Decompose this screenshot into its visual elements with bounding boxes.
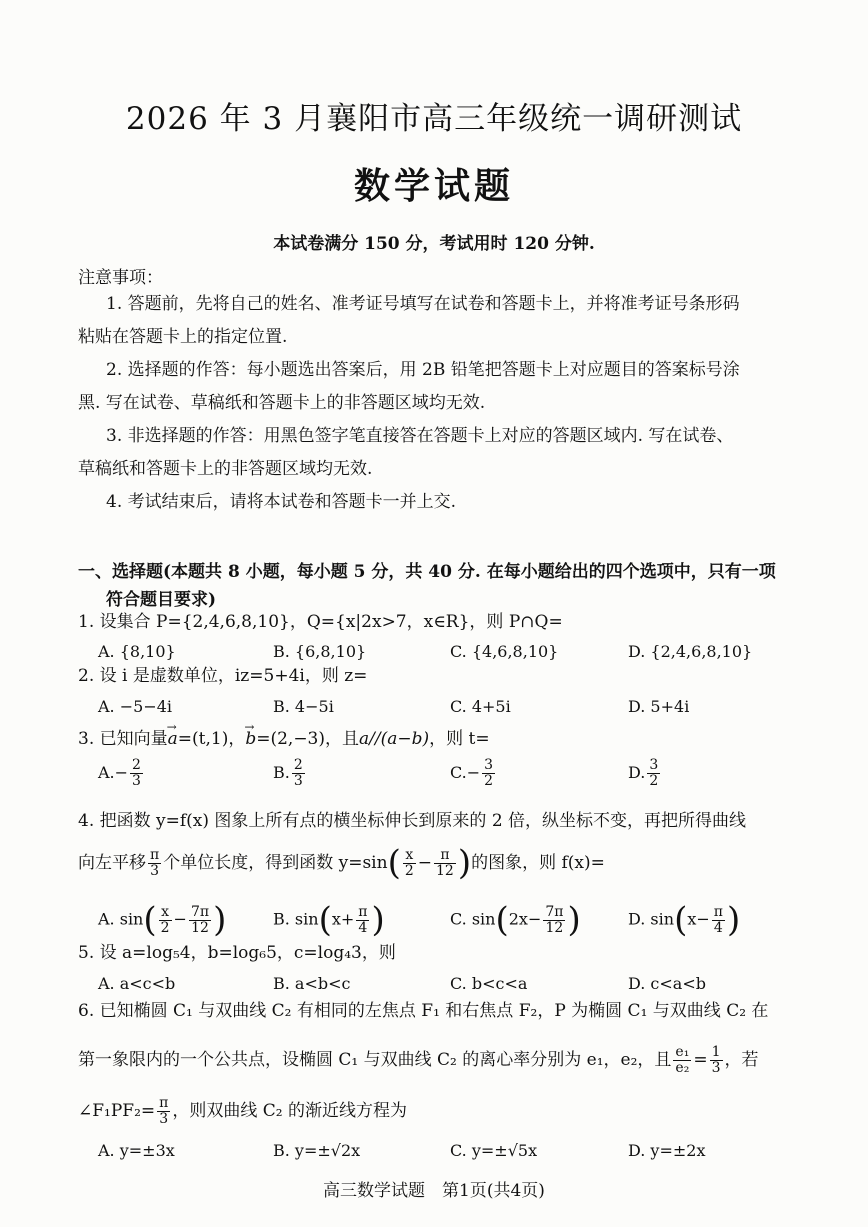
paren-left: ( xyxy=(495,900,509,940)
fraction xyxy=(159,905,172,936)
numerator: 2 xyxy=(132,757,141,773)
denominator: 12 xyxy=(191,919,209,936)
fraction xyxy=(148,848,161,879)
q4-option-a xyxy=(98,900,226,940)
numerator: 1 xyxy=(711,1044,721,1060)
fraction xyxy=(292,758,305,789)
numerator: 2 xyxy=(293,757,303,773)
fraction xyxy=(710,1045,723,1076)
question-1-stem: 1. 设集合 P={2,4,6,8,10}，Q={x|2x>7，x∈R}，则 P∩Q= xyxy=(78,612,563,632)
paren-right: ) xyxy=(726,900,741,940)
numerator: 3 xyxy=(484,757,494,773)
q1-option-b: B. {6,8,10} xyxy=(273,642,367,661)
q3-stem-mid2: =(2,−3)，且 xyxy=(256,729,360,749)
page-footer: 高三数学试题 第1页(共4页) xyxy=(323,1181,545,1201)
paren-left: ( xyxy=(318,900,332,940)
q3-stem-pre: 3. 已知向量 xyxy=(78,729,168,749)
fraction xyxy=(130,758,143,789)
denominator: 3 xyxy=(132,773,141,789)
numerator: π xyxy=(434,848,456,864)
option-expr: x− xyxy=(687,909,710,929)
paren-left: ( xyxy=(143,900,157,940)
numerator: π xyxy=(713,903,723,920)
option-sign: − xyxy=(466,763,481,782)
notice-line: 3. 非选择题的作答：用黑色签字笔直接答在答题卡上对应的答题区域内. 写在试卷、 xyxy=(106,426,734,446)
numerator: e₁ xyxy=(675,1044,690,1060)
notice-title: 注意事项： xyxy=(78,268,163,288)
q2-option-d: D. 5+4i xyxy=(628,697,690,716)
q2-option-a: A. −5−4i xyxy=(98,697,173,716)
q4-option-b xyxy=(273,900,385,940)
fraction xyxy=(403,848,416,879)
q3-option-b xyxy=(273,758,307,789)
question-6-line3 xyxy=(78,1096,407,1127)
denominator: 4 xyxy=(358,919,368,936)
fraction xyxy=(189,905,211,936)
exam-info: 本试卷满分 150 分，考试用时 120 分钟. xyxy=(273,234,595,254)
option-label: A. xyxy=(98,763,115,782)
q3-option-c xyxy=(450,758,497,789)
paren-right: ) xyxy=(457,843,472,883)
numerator: π xyxy=(150,847,160,863)
option-label: B. xyxy=(273,763,290,782)
option-label: D. xyxy=(628,763,646,782)
question-6-line1: 6. 已知椭圆 C₁ 与双曲线 C₂ 有相同的左焦点 F₁ 和右焦点 F₂，P 为椭圆 C₁ 与双曲线 C₂ 在 xyxy=(78,1001,769,1021)
q5-option-c: C. b<c<a xyxy=(450,974,528,993)
option-sign: − xyxy=(114,763,129,782)
q5-option-a: A. a<c<b xyxy=(98,974,176,993)
denominator: 3 xyxy=(711,1060,721,1076)
fraction xyxy=(712,905,725,936)
q2-option-b: B. 4−5i xyxy=(273,697,334,716)
q6-option-a: A. y=±3x xyxy=(98,1141,175,1160)
denominator: 2 xyxy=(484,773,494,789)
option-label: C. sin xyxy=(450,909,496,929)
option-label: B. sin xyxy=(273,909,319,929)
paren-left: ( xyxy=(674,900,688,940)
q3-parallel-expr: a//(a−b) xyxy=(359,729,430,749)
denominator: 3 xyxy=(159,1111,169,1127)
fraction xyxy=(543,905,565,936)
option-label: D. sin xyxy=(628,909,675,929)
q4-option-c xyxy=(450,900,581,940)
q6-text: 第一象限内的一个公共点，设椭圆 C₁ 与双曲线 C₂ 的离心率分别为 e₁，e₂，且 xyxy=(78,1050,672,1070)
denominator: 2 xyxy=(404,863,414,879)
q1-option-d: D. {2,4,6,8,10} xyxy=(628,642,753,661)
operator: − xyxy=(173,909,187,929)
notice-line: 1. 答题前，先将自己的姓名、准考证号填写在试卷和答题卡上，并将准考证号条形码 xyxy=(106,294,740,314)
denominator: 2 xyxy=(649,773,659,789)
question-3-stem xyxy=(78,731,490,748)
option-label: A. sin xyxy=(98,909,144,929)
q6-option-c: C. y=±√5x xyxy=(450,1141,538,1160)
q1-option-a: A. {8,10} xyxy=(98,642,176,661)
notice-line: 4. 考试结束后，请将本试卷和答题卡一并上交. xyxy=(106,492,457,512)
vector-a: → a xyxy=(168,731,178,748)
question-4-line1: 4. 把函数 y=f(x) 图象上所有点的横坐标伸长到原来的 2 倍，纵坐标不变，再把所得曲线 xyxy=(78,811,747,831)
q6-option-b: B. y=±√2x xyxy=(273,1141,361,1160)
q4-text: 的图象，则 f(x)= xyxy=(471,853,605,873)
exam-subtitle: 数学试题 xyxy=(353,165,514,207)
numerator: 7π xyxy=(545,903,564,920)
q4-option-d xyxy=(628,900,740,940)
denominator: 12 xyxy=(545,919,564,936)
q4-text: 向左平移 xyxy=(78,853,146,873)
paren-right: ) xyxy=(371,900,385,940)
q6-option-d: D. y=±2x xyxy=(628,1141,706,1160)
option-label: C. xyxy=(450,763,467,782)
notice-line: 粘贴在答题卡上的指定位置. xyxy=(78,327,288,347)
option-expr: x+ xyxy=(331,909,355,929)
fraction xyxy=(434,848,456,879)
q6-text: ，则双曲线 C₂ 的渐近线方程为 xyxy=(172,1101,407,1121)
question-2-stem: 2. 设 i 是虚数单位，iz=5+4i，则 z= xyxy=(78,666,368,686)
section-heading: 一、选择题(本题共 8 小题，每小题 5 分，共 40 分. 在每小题给出的四个选项中，只有一项 xyxy=(78,562,776,582)
denominator: 3 xyxy=(293,773,303,789)
numerator: x xyxy=(159,905,172,921)
numerator: 7π xyxy=(190,903,210,920)
notice-line: 草稿纸和答题卡上的非答题区域均无效. xyxy=(78,459,373,479)
vector-b: → b xyxy=(245,731,256,748)
q3-stem-end: ，则 t= xyxy=(429,729,490,749)
exam-title: 2026 年 3 月襄阳市高三年级统一调研测试 xyxy=(125,101,743,137)
operator: = xyxy=(693,1050,708,1070)
paren-left: ( xyxy=(387,843,401,883)
q6-text: ，若 xyxy=(724,1050,759,1070)
q3-option-d xyxy=(628,758,662,789)
q3-option-a xyxy=(98,758,145,789)
fraction xyxy=(157,1096,170,1127)
question-4-line2: 向左平移 $\frac{\pi}{3}$ 个单位长度，得到函数 y=sin( $\frac{x}{2}$ − $\frac{\pi}{12}$ )的图象，则 f(x)= xyxy=(78,843,605,883)
notice-line: 2. 选择题的作答：每小题选出答案后，用 2B 铅笔把答题卡上对应题目的答案标号涂 xyxy=(106,360,740,380)
denominator: 2 xyxy=(160,919,170,936)
denominator: 3 xyxy=(150,863,160,879)
notice-line: 黑. 写在试卷、草稿纸和答题卡上的非答题区域均无效. xyxy=(78,393,486,413)
denominator: 12 xyxy=(436,863,454,879)
fraction xyxy=(356,905,369,936)
numerator: π xyxy=(159,1095,169,1111)
paren-right: ) xyxy=(567,900,581,940)
denominator: e₂ xyxy=(675,1060,690,1076)
paren-right: ) xyxy=(213,900,227,940)
denominator: 4 xyxy=(713,919,723,936)
q1-option-c: C. {4,6,8,10} xyxy=(450,642,559,661)
q5-option-d: D. c<a<b xyxy=(628,974,706,993)
q3-stem-mid1: =(t,1)， xyxy=(177,729,246,749)
fraction xyxy=(482,758,495,789)
numerator: π xyxy=(358,903,368,920)
option-expr: 2x− xyxy=(508,909,542,929)
section-heading-cont: 符合题目要求) xyxy=(106,590,217,610)
question-5-stem: 5. 设 a=log₅4，b=log₆5，c=log₄3，则 xyxy=(78,943,396,963)
q2-option-c: C. 4+5i xyxy=(450,697,511,716)
numerator: x xyxy=(403,848,416,864)
numerator: 3 xyxy=(649,757,659,773)
q4-text: 个单位长度，得到函数 y=sin xyxy=(163,853,388,873)
fraction xyxy=(673,1045,691,1076)
fraction xyxy=(647,758,660,789)
question-6-line2 xyxy=(78,1045,759,1076)
q5-option-b: B. a<b<c xyxy=(273,974,351,993)
q6-text: ∠F₁PF₂= xyxy=(78,1101,156,1121)
